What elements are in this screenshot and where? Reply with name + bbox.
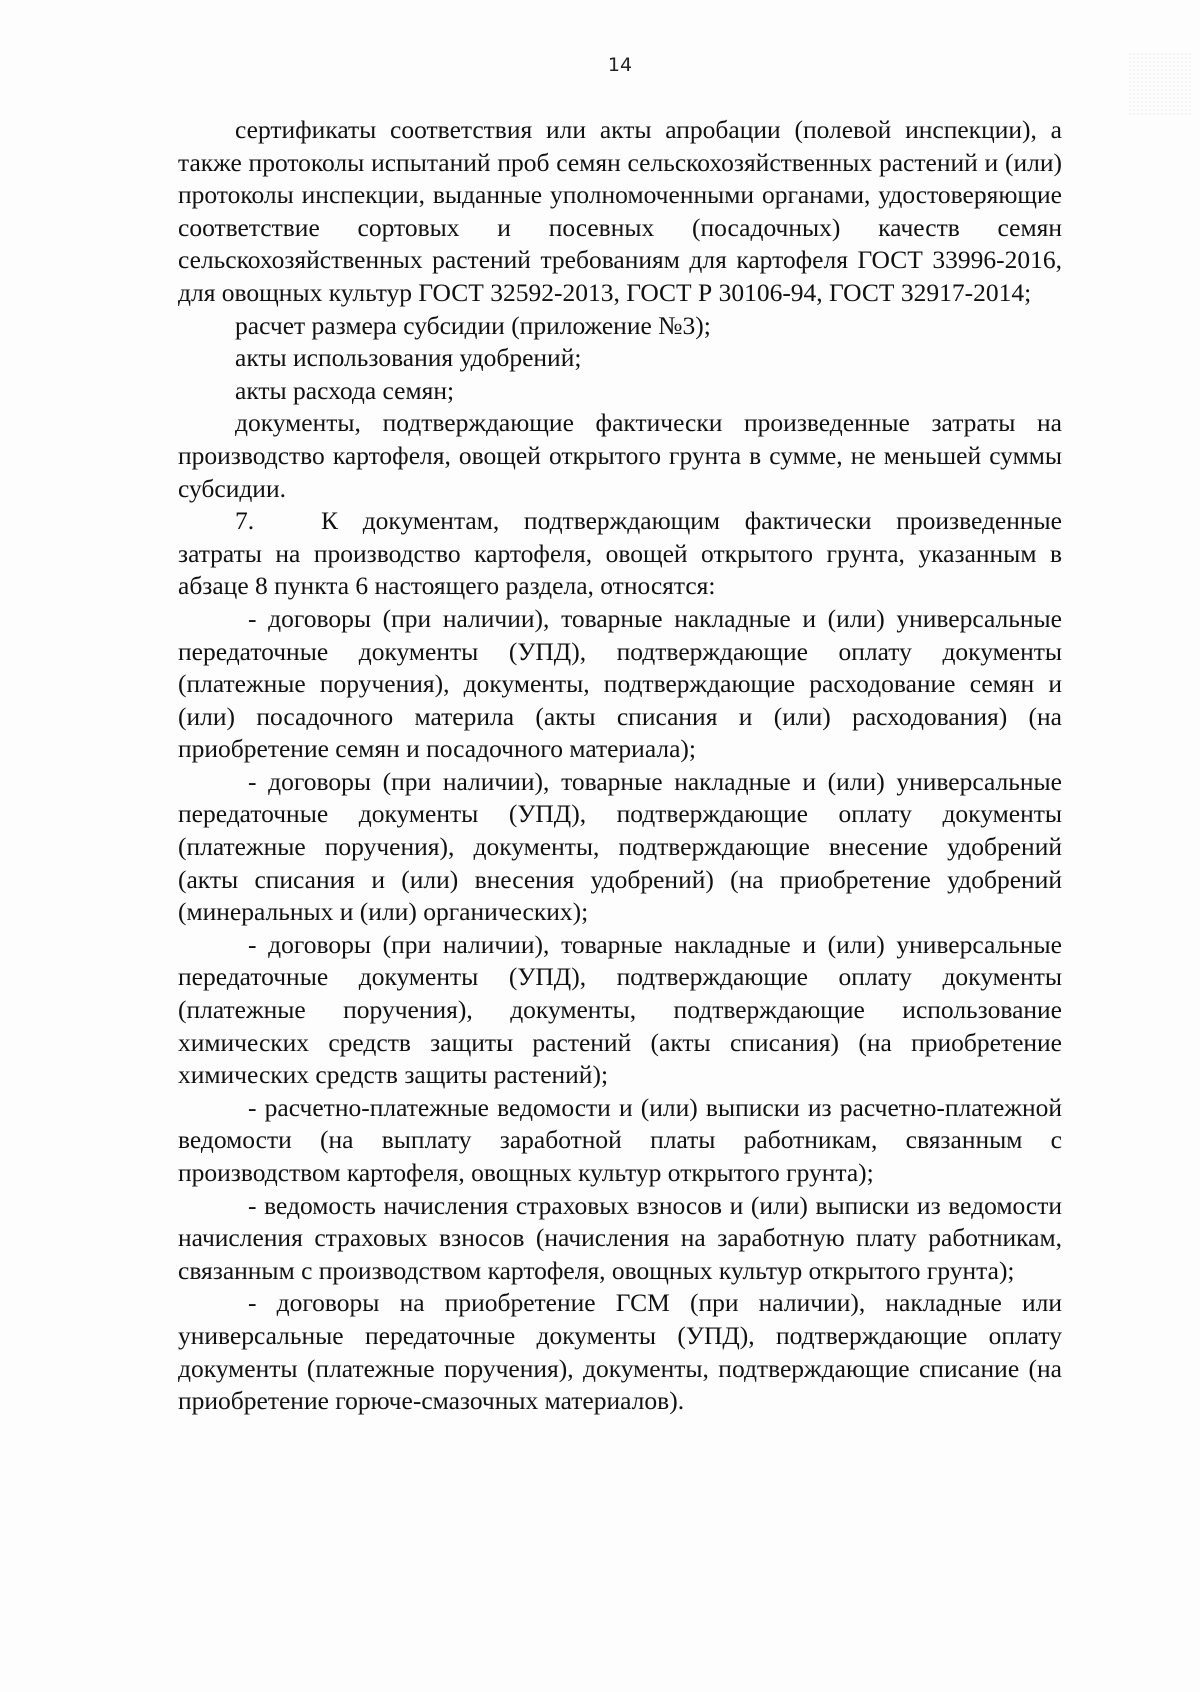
item-7-text: К документам, подтверждающим фактически произведенные затраты на производство картофеля, овощей открытого грунта, указанным в абзаце 8 пункта 6 настоящего раздела, относятся: [178,506,1062,601]
list-item-seeds: - договоры (при наличии), товарные накладные и (или) универсальные передаточные документы (УПД), подтверждающие оплату документы (платежные поручения), документы, подтверждающие расходование семян и (или) посадочного материла (акты списания и (или) расходования) (на приобретение семян и посадочного материала); [178,603,1062,764]
paragraph-fertilizer-acts: акты использования удобрений; [235,343,582,373]
list-item-insurance: - ведомость начисления страховых взносов и (или) выписки из ведомости начисления страховых взносов (начисления на заработную плату работникам, связанным с производством картофеля, овощных культур открытого грунта); [178,1190,1062,1285]
list-item-payroll: - расчетно-платежные ведомости и (или) выписки из расчетно-платежной ведомости (на выплату заработной платы работникам, связанным с производством картофеля, овощных культур открытого грунта); [178,1092,1062,1187]
document-body [178,114,1062,1418]
paragraph-cost-documents: документы, подтверждающие фактически произведенные затраты на производство картофеля, овощей открытого грунта в сумме, не меньшей суммы субсидии. [178,408,1062,503]
list-item-chemicals: - договоры (при наличии), товарные накладные и (или) универсальные передаточные документы (УПД), подтверждающие оплату документы (платежные поручения), документы, подтверждающие использование химических средств защиты растений (акты списания) (на приобретение химических средств защиты растений); [178,929,1062,1090]
paragraph-subsidy-calculation: расчет размера субсидии (приложение №3); [235,310,711,340]
paragraph-item-7 [178,505,1062,603]
paragraph-seed-acts: акты расхода семян; [235,375,455,405]
list-item-fuel: - договоры на приобретение ГСМ (при наличии), накладные или универсальные передаточные документы (УПД), подтверждающие оплату документы (платежные поручения), документы, подтверждающие списание (на приобретение горюче-смазочных материалов). [178,1288,1062,1416]
list-item-fertilizers: - договоры (при наличии), товарные накладные и (или) универсальные передаточные документы (УПД), подтверждающие оплату документы (платежные поручения), документы, подтверждающие внесение удобрений (акты списания и (или) внесения удобрений) (на приобретение удобрений (минеральных и (или) органических); [178,766,1062,927]
paragraph-certificates: сертификаты соответствия или акты апробации (полевой инспекции), а также протоколы испытаний проб семян сельскохозяйственных растений и (или) протоколы инспекции, выданные уполномоченными органами, удостоверяющие соответствие сортовых и посевных (посадочных) качеств семян сельскохозяйственных растений требованиям для картофеля ГОСТ 33996-2016, для овощных культур ГОСТ 32592-2013, ГОСТ Р 30106-94, ГОСТ 32917-2014; [178,115,1062,307]
item-7-number: 7. [235,506,255,536]
page-number: 14 [607,54,633,76]
